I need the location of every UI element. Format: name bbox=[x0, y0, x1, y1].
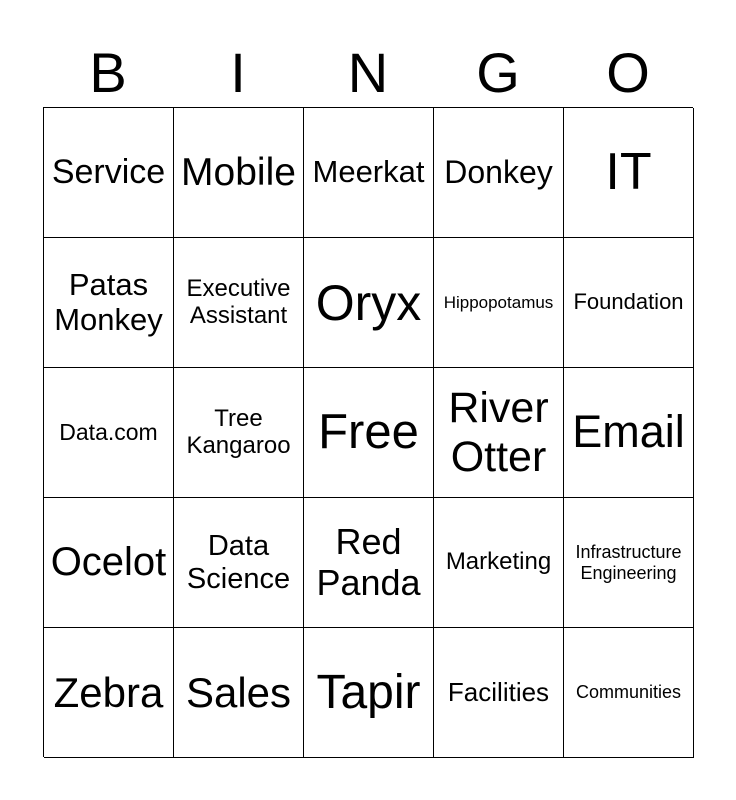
bingo-cell bbox=[44, 238, 174, 368]
cell-label: Tapir bbox=[316, 665, 421, 719]
bingo-cell bbox=[564, 498, 694, 628]
bingo-cell bbox=[564, 108, 694, 238]
cell-label: Tree Kangaroo bbox=[186, 404, 291, 459]
cell-label: Red Panda bbox=[316, 521, 421, 603]
header-letter-g: G bbox=[476, 41, 520, 104]
cell-label: IT bbox=[605, 143, 652, 202]
bingo-cell bbox=[304, 368, 434, 498]
cell-label: Hippopotamus bbox=[443, 292, 554, 312]
cell-label: Data.com bbox=[59, 418, 158, 445]
bingo-cell bbox=[434, 628, 564, 758]
bingo-cell bbox=[434, 498, 564, 628]
bingo-cell bbox=[564, 368, 694, 498]
bingo-cell bbox=[434, 368, 564, 498]
cell-label: Data Science bbox=[186, 530, 291, 595]
bingo-cell bbox=[44, 498, 174, 628]
cell-label: Facilities bbox=[447, 676, 550, 707]
cell-label: Email bbox=[572, 406, 685, 458]
cell-label: Foundation bbox=[573, 289, 684, 315]
bingo-cell bbox=[44, 368, 174, 498]
bingo-cell bbox=[304, 108, 434, 238]
cell-label: Patas Monkey bbox=[54, 266, 163, 337]
cell-label: Communities bbox=[575, 682, 682, 703]
bingo-cell bbox=[434, 238, 564, 368]
bingo-cell bbox=[564, 238, 694, 368]
bingo-cell bbox=[174, 238, 304, 368]
bingo-board bbox=[43, 107, 693, 757]
bingo-cell bbox=[564, 628, 694, 758]
header-letter-n: N bbox=[347, 41, 389, 104]
bingo-cell bbox=[174, 628, 304, 758]
cell-label: Infrastructure Engineering bbox=[575, 542, 682, 583]
cell-label: Ocelot bbox=[50, 540, 167, 585]
bingo-cell bbox=[174, 368, 304, 498]
cell-label: Marketing bbox=[445, 548, 552, 576]
bingo-cell bbox=[434, 108, 564, 238]
cell-label: Service bbox=[51, 153, 166, 192]
bingo-cell bbox=[44, 628, 174, 758]
cell-label: Free bbox=[318, 405, 419, 460]
bingo-cell bbox=[174, 498, 304, 628]
bingo-cell bbox=[44, 108, 174, 238]
cell-label: Executive Assistant bbox=[186, 274, 291, 329]
header-letter-i: I bbox=[230, 41, 246, 104]
header-letter-o: O bbox=[606, 41, 650, 104]
cell-label: Oryx bbox=[315, 274, 422, 331]
cell-label: River Otter bbox=[448, 384, 549, 481]
cell-label: Sales bbox=[185, 668, 292, 716]
header-letter-b: B bbox=[89, 41, 127, 104]
cell-label: Donkey bbox=[444, 153, 553, 190]
cell-label: Meerkat bbox=[312, 154, 425, 190]
cell-label: Mobile bbox=[181, 150, 296, 194]
bingo-cell bbox=[304, 238, 434, 368]
bingo-cell bbox=[304, 498, 434, 628]
bingo-header bbox=[43, 38, 693, 108]
bingo-cell bbox=[304, 628, 434, 758]
cell-label: Zebra bbox=[53, 668, 164, 716]
bingo-cell bbox=[174, 108, 304, 238]
